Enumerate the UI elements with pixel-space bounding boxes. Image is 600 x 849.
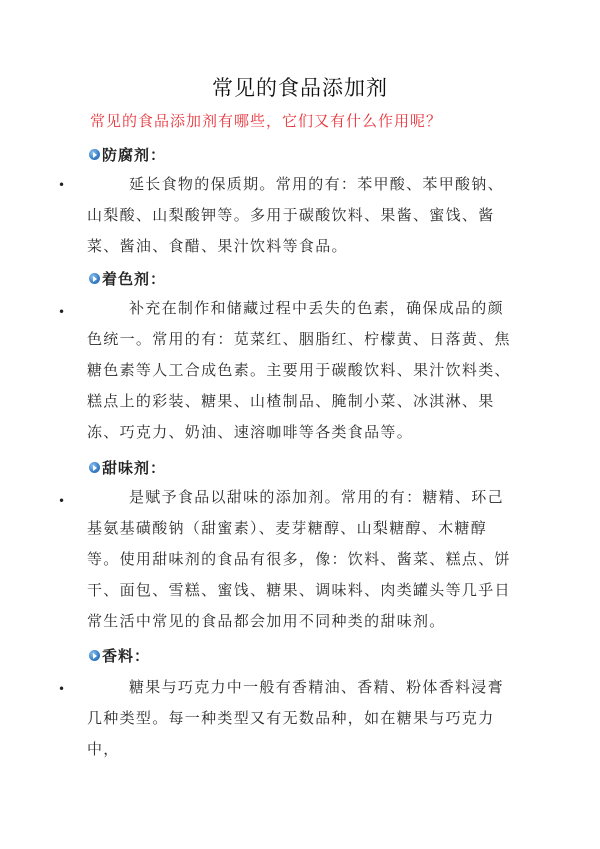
play-bullet-icon	[89, 273, 100, 284]
section-heading-label: 防腐剂：	[102, 146, 167, 164]
section-heading-label: 香料：	[102, 647, 151, 665]
page-subtitle: 常见的食品添加剂有哪些，它们又有什么作用呢？	[90, 112, 443, 130]
play-bullet-icon	[89, 149, 100, 160]
list-bullet: •	[58, 494, 66, 508]
section-paragraph: 补充在制作和储藏过程中丢失的色素，确保成品的颜色统一。常用的有：苋菜红、胭脂红、柠檬黄、日落黄、焦糖色素等人工合成色素。主要用于碳酸饮料、果汁饮料类、糕点上的彩装、糖果、山楂制品、腌制小菜、冰淇淋、果冻、巧克力、奶油、速溶咖啡等各类食品等。	[87, 299, 511, 441]
section-paragraph: 延长食物的保质期。常用的有：苯甲酸、苯甲酸钠、山梨酸、山梨酸钾等。多用于碳酸饮料、果酱、蜜饯、酱菜、酱油、食醋、果汁饮料等食品。	[87, 175, 504, 255]
list-bullet: •	[58, 682, 66, 696]
section-heading-sweetener	[89, 457, 166, 478]
play-bullet-icon	[89, 462, 100, 473]
play-bullet-icon	[89, 650, 100, 661]
section-heading-preservative	[89, 144, 166, 165]
list-bullet: •	[58, 178, 66, 192]
page-title: 常见的食品添加剂	[212, 76, 388, 100]
section-heading-flavoring	[89, 645, 150, 666]
section-paragraph: 是赋予食品以甜味的添加剂。常用的有：糖精、环己基氨基磺酸钠（甜蜜素）、麦芽糖醇、山梨糖醇、木糖醇等。使用甜味剂的食品有很多，像：饮料、酱菜、糕点、饼干、面包、雪糕、蜜饯、糖果、调味料、肉类罐头等几乎日常生活中常见的食品都会加用不同种类的甜味剂。	[87, 488, 511, 630]
section-heading-colorant	[89, 268, 166, 289]
list-bullet: •	[58, 305, 66, 319]
section-heading-label: 着色剂：	[102, 270, 167, 288]
section-paragraph: 糖果与巧克力中一般有香精油、香精、粉体香料浸膏几种类型。每一种类型又有无数品种，如在糖果与巧克力中，	[87, 678, 504, 758]
section-heading-label: 甜味剂：	[102, 459, 167, 477]
